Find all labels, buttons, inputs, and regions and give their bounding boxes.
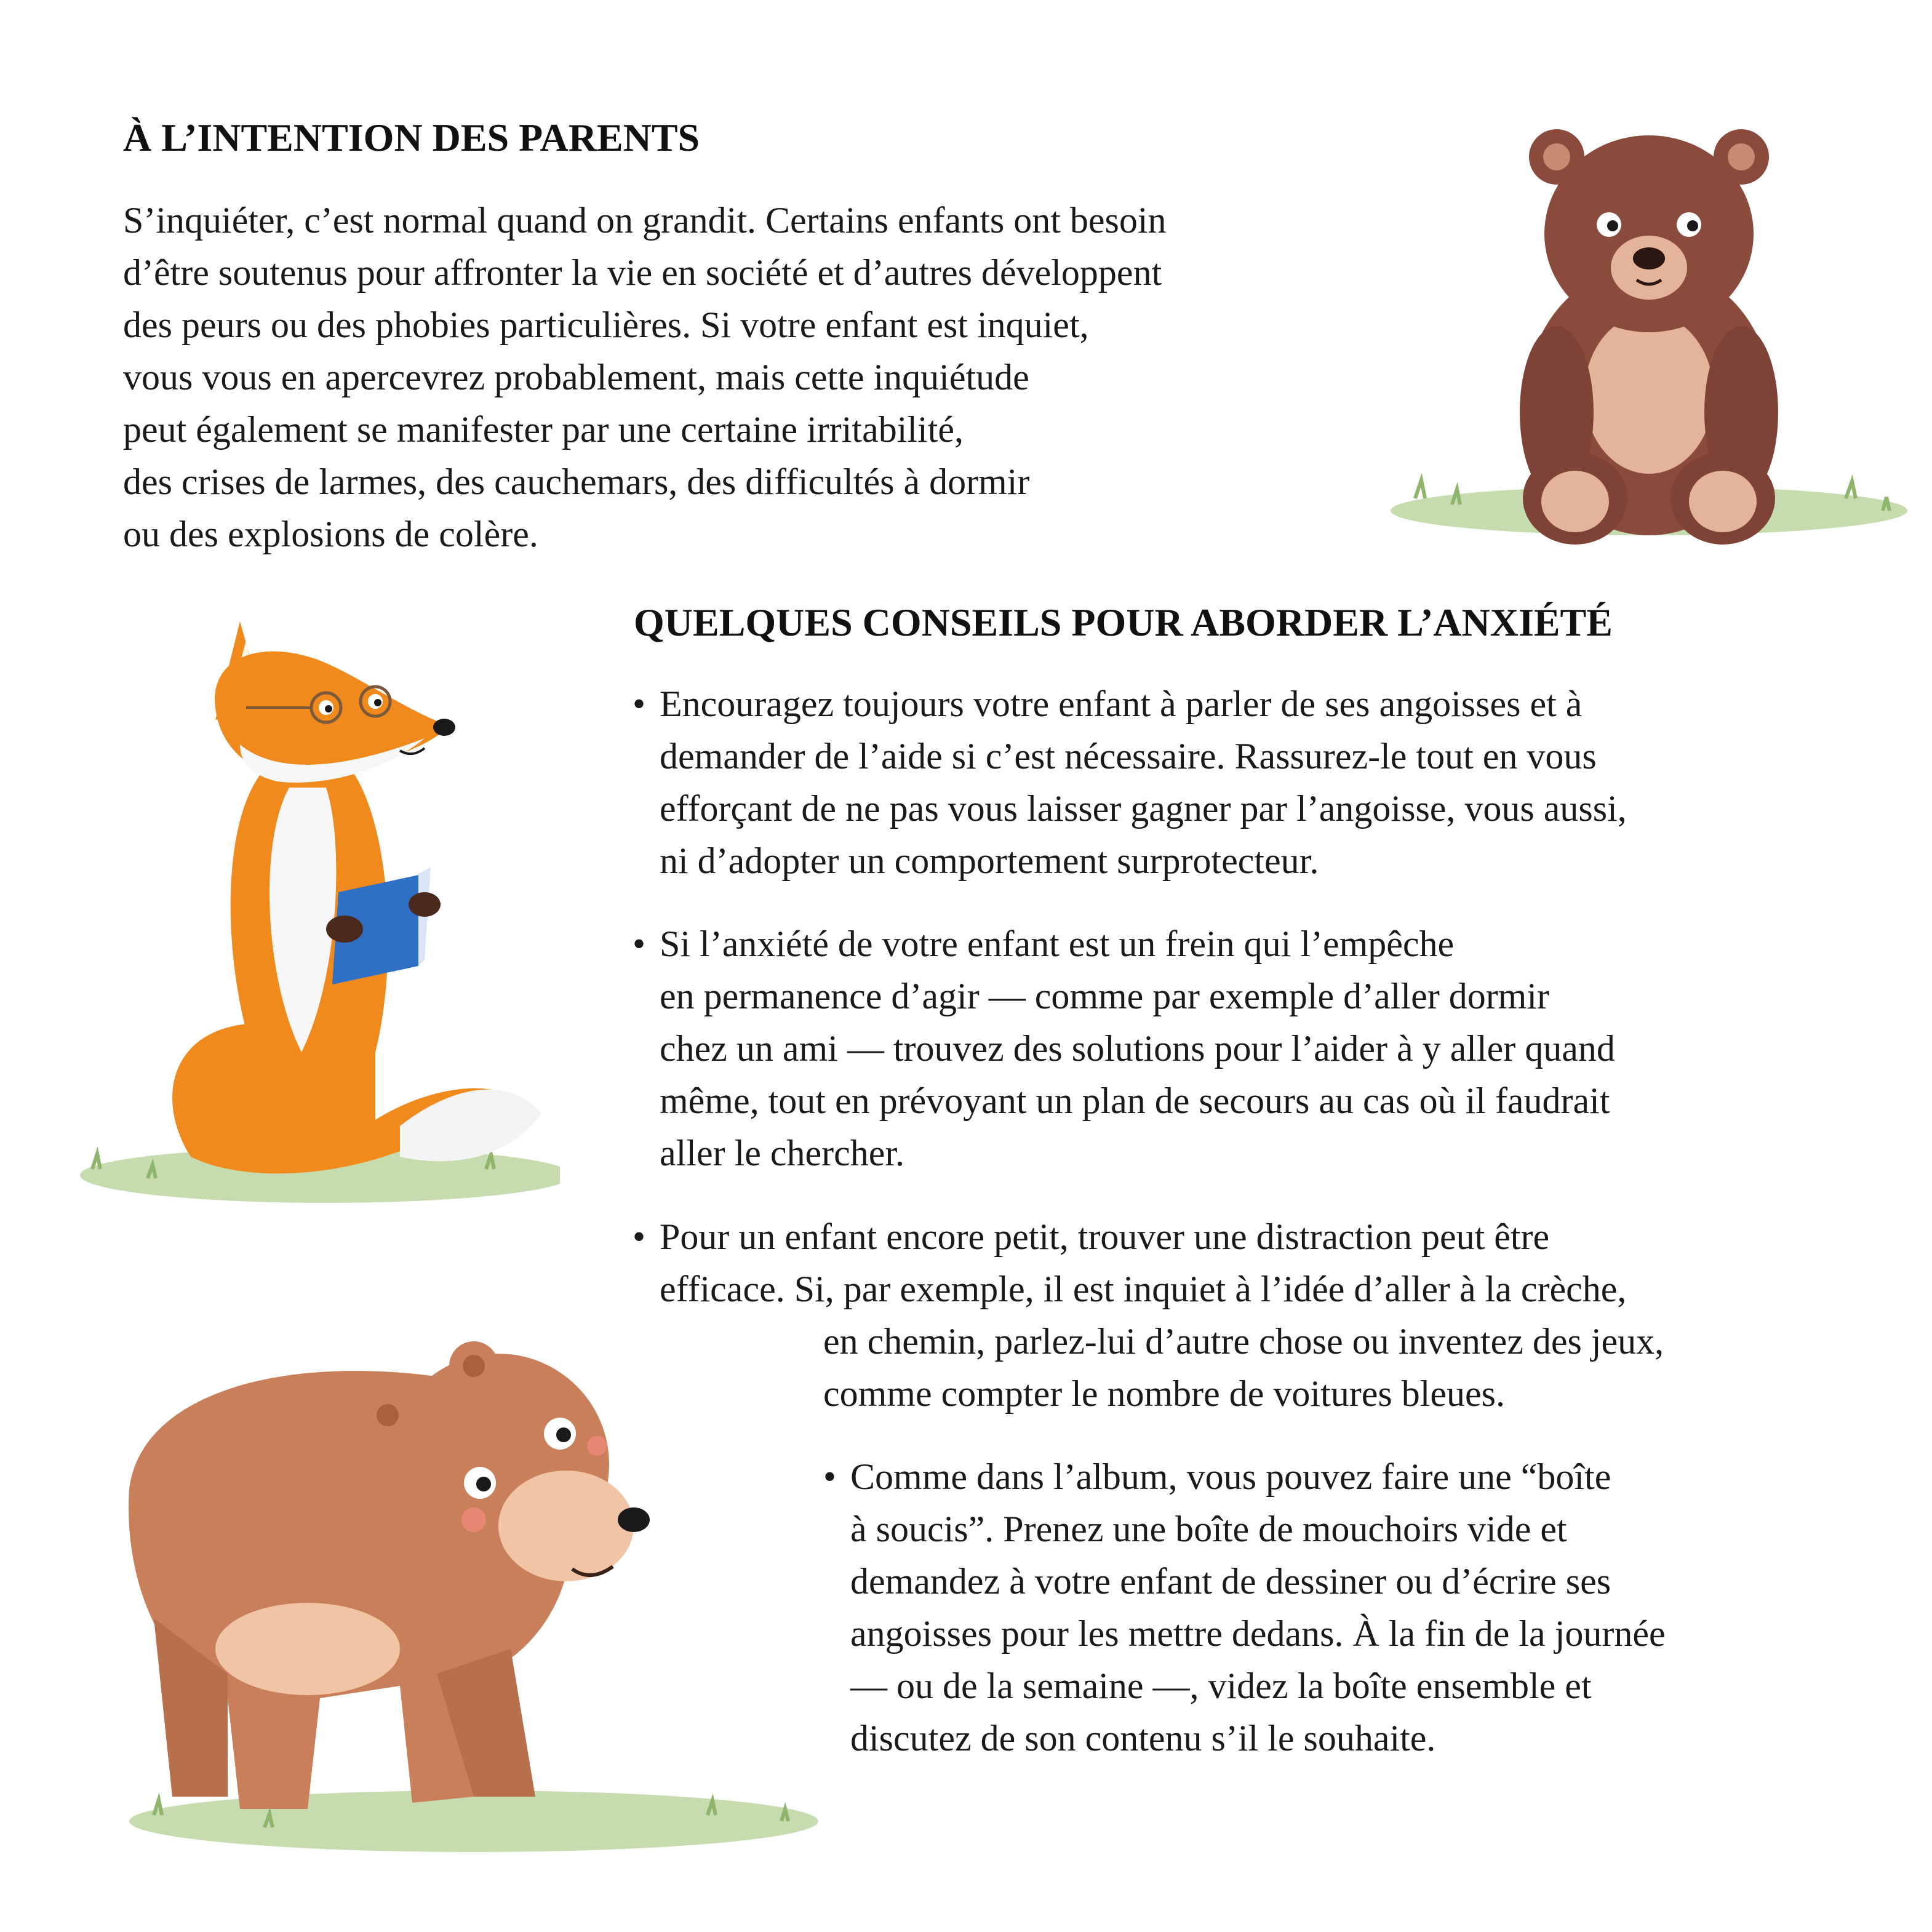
tip-line: à soucis”. Prenez une boîte de mouchoirs vide et: [850, 1509, 1567, 1549]
tip-line: Pour un enfant encore petit, trouver une distraction peut être: [660, 1216, 1550, 1257]
tip-line: aller le chercher.: [660, 1133, 905, 1173]
fox-reading-illustration: [55, 585, 560, 1218]
tip-line: Encouragez toujours votre enfant à parler de ses angoisses et à: [660, 684, 1583, 724]
intro-line: peut également se manifester par une certaine irritabilité,: [123, 409, 964, 450]
intro-paragraph: [123, 194, 1167, 561]
tip-line: discutez de son contenu s’il le souhaite.: [850, 1718, 1436, 1758]
tip-item: [633, 918, 1615, 1180]
tips-title: QUELQUES CONSEILS POUR ABORDER L’ANXIÉTÉ: [634, 601, 1613, 644]
bullet-marker: •: [823, 1456, 837, 1497]
tip-line: — ou de la semaine —, videz la boîte ensemble et: [850, 1666, 1592, 1706]
intro-line: des crises de larmes, des cauchemars, des difficultés à dormir: [123, 461, 1030, 502]
tip-line: comme compter le nombre de voitures bleues.: [823, 1373, 1505, 1414]
intro-line: d’être soutenus pour affronter la vie en société et d’autres développent: [123, 252, 1162, 293]
sitting-bear-illustration: [1378, 105, 1920, 572]
tip-line: angoisses pour les mettre dedans. À la fin de la journée: [850, 1613, 1666, 1654]
tip-line: en chemin, parlez-lui d’autre chose ou inventez des jeux,: [823, 1321, 1664, 1362]
tip-line: Si l’anxiété de votre enfant est un frein qui l’empêche: [660, 924, 1455, 964]
tip-item: [633, 678, 1627, 887]
intro-line: S’inquiéter, c’est normal quand on grandit. Certains enfants ont besoin: [123, 200, 1167, 241]
tip-line: demandez à votre enfant de dessiner ou d’écrire ses: [850, 1561, 1611, 1602]
tip-line: chez un ami — trouvez des solutions pour l’aider à y aller quand: [660, 1028, 1615, 1069]
bullet-marker: •: [633, 1216, 646, 1257]
tip-line: même, tout en prévoyant un plan de secours au cas où il faudrait: [660, 1080, 1610, 1121]
tip-line: efficace. Si, par exemple, il est inquiet à l’idée d’aller à la crèche,: [660, 1269, 1627, 1309]
intro-line: vous vous en apercevrez probablement, mais cette inquiétude: [123, 357, 1029, 397]
tip-line: efforçant de ne pas vous laisser gagner par l’angoisse, vous aussi,: [660, 788, 1627, 829]
bullet-marker: •: [633, 684, 646, 724]
intro-line: ou des explosions de colère.: [123, 514, 538, 554]
tip-line: demander de l’aide si c’est nécessaire. Rassurez-le tout en vous: [660, 736, 1597, 776]
intro-line: des peurs ou des phobies particulières. Si votre enfant est inquiet,: [123, 305, 1089, 345]
bullet-marker: •: [633, 924, 646, 964]
intro-title: À L’INTENTION DES PARENTS: [123, 116, 700, 159]
tip-item: [823, 1451, 1666, 1765]
tip-line: ni d’adopter un comportement surprotecteur.: [660, 840, 1319, 881]
tip-line: Comme dans l’album, vous pouvez faire une “boîte: [850, 1456, 1611, 1497]
tip-line: en permanence d’agir — comme par exemple d’aller dormir: [660, 976, 1550, 1016]
walking-bear-illustration: [105, 1329, 831, 1864]
